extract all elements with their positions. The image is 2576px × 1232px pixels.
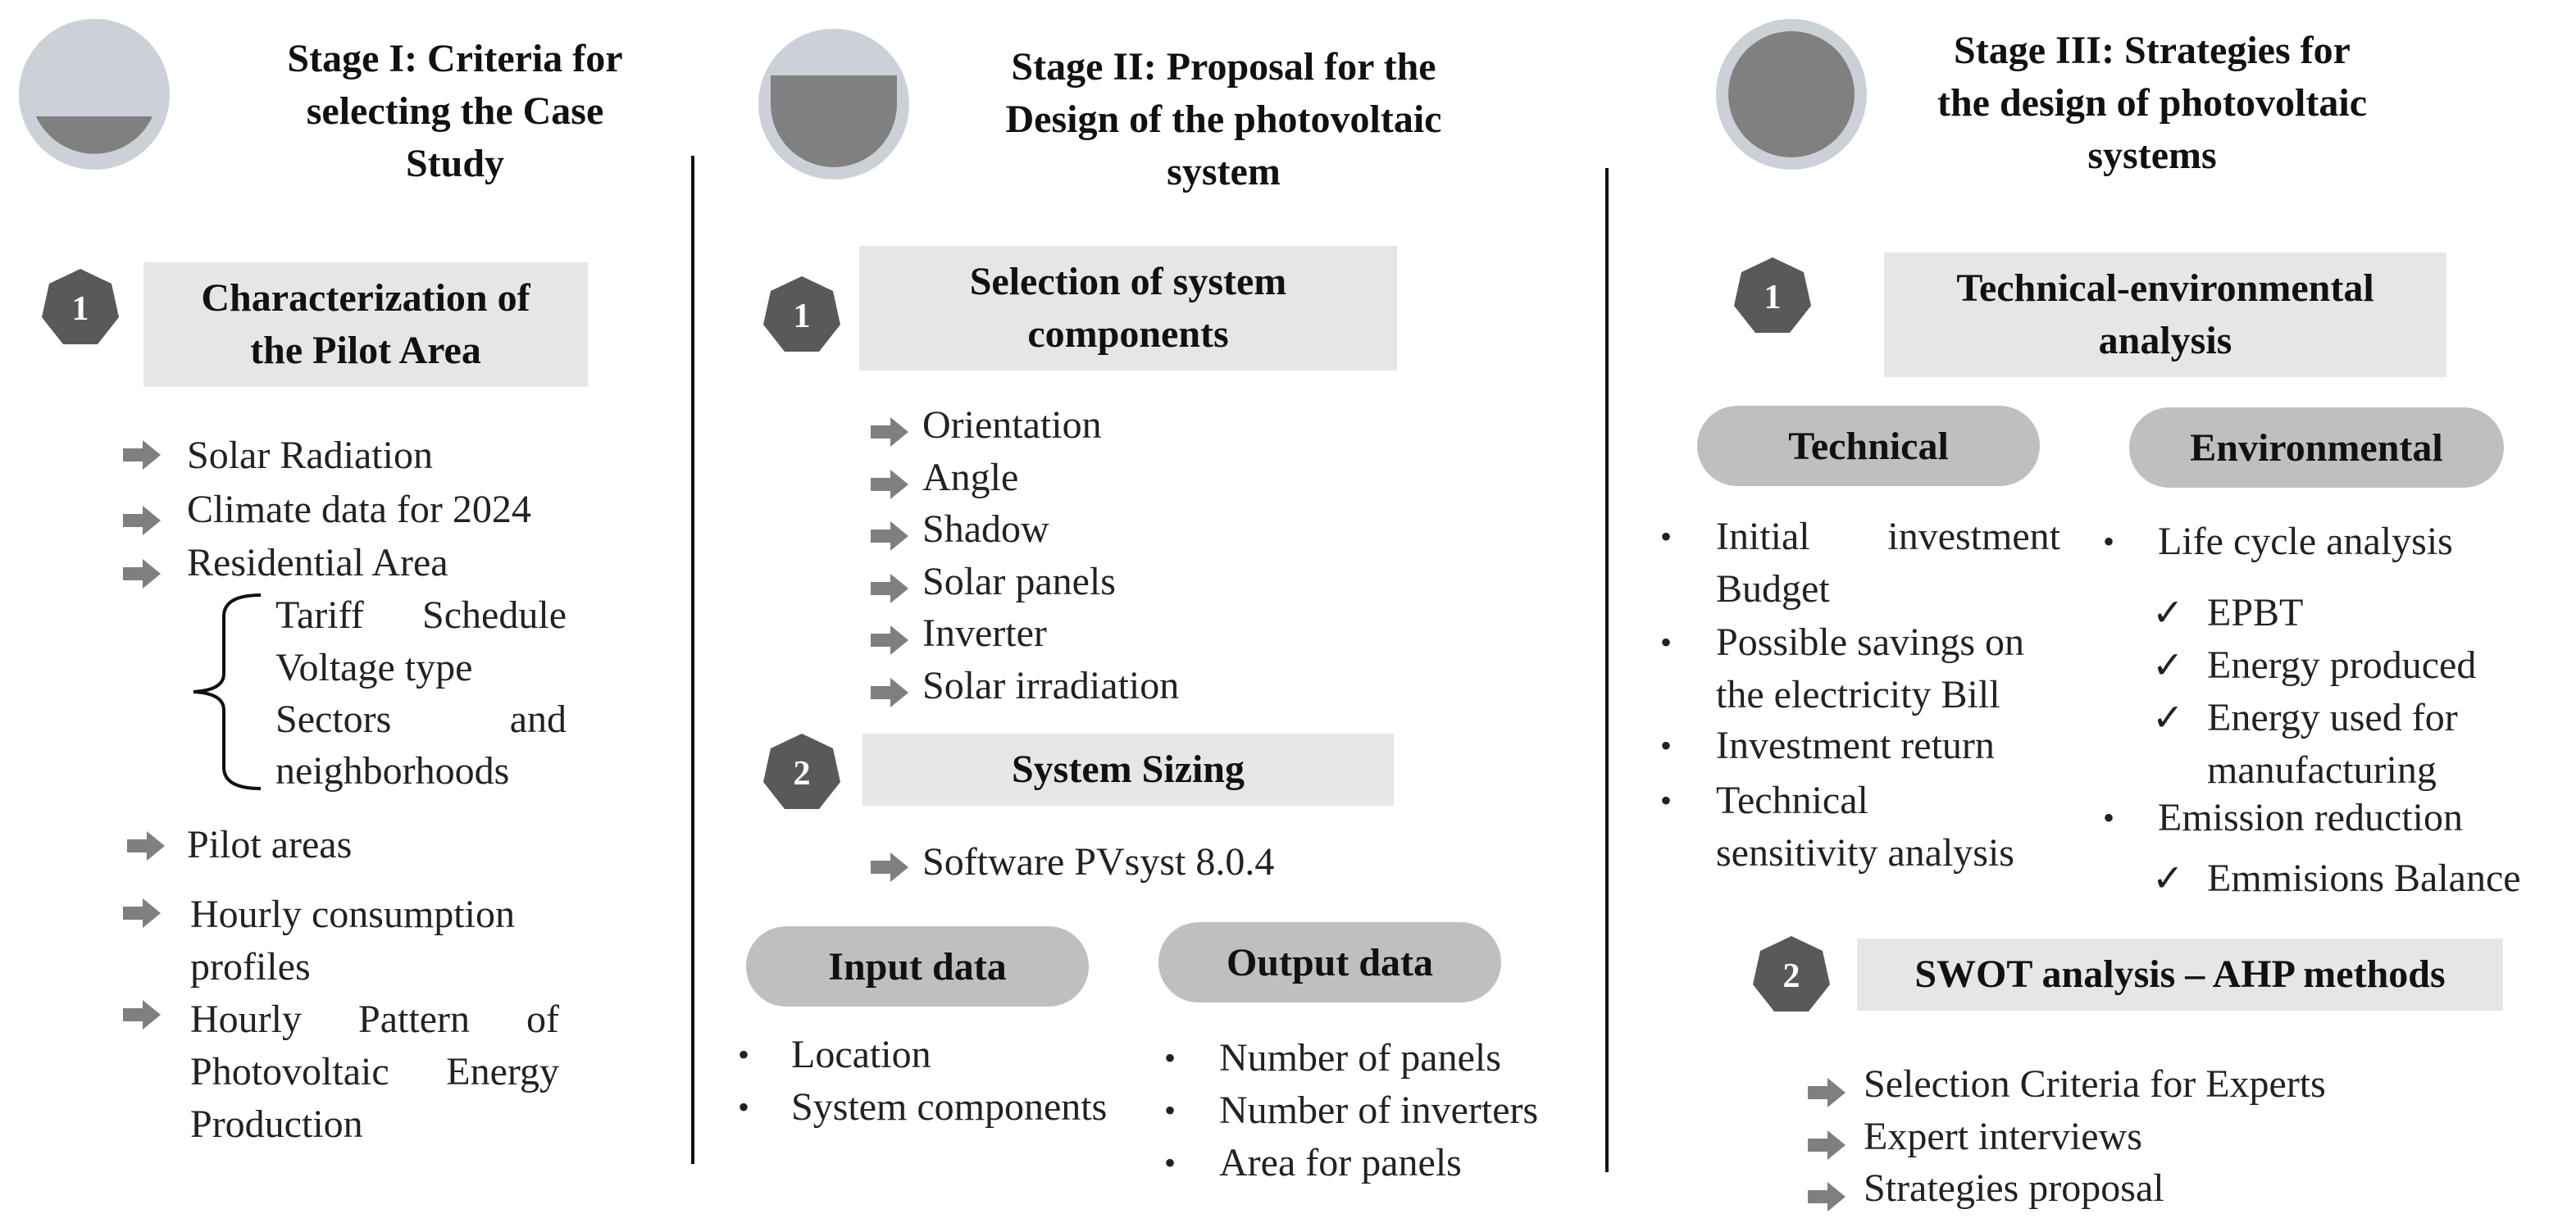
check-icon: ✓ xyxy=(2152,592,2184,634)
word: Photovoltaic xyxy=(190,1050,389,1093)
list-item: Emmisions Balance xyxy=(2207,857,2521,900)
list-item-continuation: the electricity Bill xyxy=(1716,673,2000,716)
stage1-progress-icon xyxy=(16,16,172,176)
arrow-icon xyxy=(127,830,165,862)
list-item: Climate data for 2024 xyxy=(187,488,531,531)
word: investment xyxy=(1887,515,2060,558)
heading-line: Selection of system xyxy=(969,260,1287,303)
arrow-icon xyxy=(123,439,161,471)
list-item: Number of inverters xyxy=(1219,1089,1539,1132)
list-item: Angle xyxy=(922,455,1019,499)
environmental-pill: Environmental xyxy=(2129,407,2504,488)
bullet: • xyxy=(1164,1039,1176,1076)
list-item: Technical xyxy=(1716,779,1868,822)
sub-item xyxy=(275,693,567,746)
arrow-icon xyxy=(123,557,161,590)
word: Sectors xyxy=(275,698,392,741)
stage3-title xyxy=(1877,25,2427,182)
title-line: Stage III: Strategies for xyxy=(1954,29,2351,72)
word: Schedule xyxy=(422,593,567,637)
list-item-continuation: profiles xyxy=(190,945,311,989)
list-item: Expert interviews xyxy=(1864,1114,2142,1158)
arrow-icon xyxy=(123,897,161,930)
list-item: Orientation xyxy=(922,403,1102,447)
list-item-continuation xyxy=(190,1046,559,1098)
list-item-continuation: sensitivity analysis xyxy=(1716,831,2014,875)
bullet: • xyxy=(1660,782,1673,819)
heading-line: components xyxy=(1027,312,1229,356)
technical-pill: Technical xyxy=(1697,406,2040,486)
list-item: Solar Radiation xyxy=(187,434,433,477)
title-line: systems xyxy=(2087,134,2217,177)
list-item: Investment return xyxy=(1716,724,1995,767)
title-line: Study xyxy=(405,142,505,185)
output-data-pill: Output data xyxy=(1158,922,1501,1002)
stage2-step1-heading xyxy=(859,246,1397,371)
list-item: Shadow xyxy=(922,507,1049,551)
title-line: Design of the photovoltaic xyxy=(1005,98,1442,141)
arrow-icon xyxy=(871,520,908,552)
word: Tariff xyxy=(275,593,364,637)
bullet: • xyxy=(2103,799,2115,836)
brace-icon xyxy=(187,592,265,797)
heading-line: the Pilot Area xyxy=(250,329,481,372)
column-divider xyxy=(1605,168,1609,1172)
bullet: • xyxy=(738,1036,750,1073)
bullet: • xyxy=(1660,624,1673,661)
bullet: • xyxy=(2103,523,2115,560)
list-item: Solar irradiation xyxy=(922,663,1180,707)
list-item-continuation: Budget xyxy=(1716,567,1830,611)
title-line: system xyxy=(1167,150,1281,193)
sub-item: Voltage type xyxy=(275,646,473,689)
bullet: • xyxy=(1660,518,1673,555)
word: Energy xyxy=(446,1050,559,1093)
check-icon: ✓ xyxy=(2152,697,2184,739)
sub-item xyxy=(275,589,567,642)
stage1-title xyxy=(209,33,701,190)
arrow-icon xyxy=(123,504,161,537)
list-item: EPBT xyxy=(2207,591,2304,634)
heading-line: Characterization of xyxy=(201,276,530,320)
list-item: Software PVsyst 8.0.4 xyxy=(922,840,1275,884)
arrow-icon xyxy=(1808,1180,1846,1213)
step-number-badge xyxy=(761,275,843,357)
list-item: Energy used for xyxy=(2207,696,2458,739)
word: and xyxy=(509,698,567,741)
badge-number: 2 xyxy=(793,755,811,793)
list-item: Possible savings on xyxy=(1716,621,2025,664)
badge-number: 2 xyxy=(1782,957,1800,995)
title-line: the design of photovoltaic xyxy=(1937,81,2367,125)
arrow-icon xyxy=(1808,1129,1846,1162)
arrow-icon xyxy=(871,468,908,501)
badge-number: 1 xyxy=(71,290,89,328)
list-item: Area for panels xyxy=(1219,1141,1462,1184)
bullet: • xyxy=(1660,727,1673,764)
arrow-icon xyxy=(123,998,161,1031)
arrow-icon xyxy=(871,676,908,709)
step-number-badge xyxy=(761,732,843,814)
word: Initial xyxy=(1716,515,1810,558)
title-line: Stage II: Proposal for the xyxy=(1011,45,1436,89)
arrow-icon xyxy=(1808,1076,1846,1109)
list-item: Solar panels xyxy=(922,559,1116,603)
column-divider xyxy=(691,156,694,1164)
stage1-step1-heading xyxy=(143,262,588,387)
list-item xyxy=(190,993,559,1046)
bullet: • xyxy=(1164,1144,1176,1181)
list-item: Hourly consumption xyxy=(190,893,515,936)
arrow-icon xyxy=(871,416,908,448)
badge-number: 1 xyxy=(1764,279,1782,316)
title-line: selecting the Case xyxy=(306,89,604,133)
stage2-step2-heading xyxy=(862,734,1394,806)
bullet: • xyxy=(1164,1092,1176,1129)
list-item xyxy=(1716,511,2060,563)
arrow-icon xyxy=(871,851,908,884)
heading-line: Technical-environmental xyxy=(1956,266,2374,310)
stage3-progress-icon xyxy=(1714,16,1869,176)
bullet: • xyxy=(738,1089,750,1125)
list-item: Number of panels xyxy=(1219,1036,1501,1080)
stage3-step1-heading xyxy=(1884,252,2446,377)
list-item-continuation: Production xyxy=(190,1102,363,1146)
arrow-icon xyxy=(871,624,908,657)
step-number-badge xyxy=(1750,934,1832,1016)
list-item: Strategies proposal xyxy=(1864,1166,2164,1210)
list-item: Pilot areas xyxy=(187,823,353,866)
list-item: System components xyxy=(791,1085,1108,1129)
heading-line: analysis xyxy=(2098,319,2232,362)
arrow-icon xyxy=(871,572,908,605)
input-data-pill: Input data xyxy=(746,926,1089,1007)
badge-number: 1 xyxy=(793,298,811,335)
list-item: Residential Area xyxy=(187,541,448,584)
list-item: Inverter xyxy=(922,611,1047,655)
heading-line: SWOT analysis – AHP methods xyxy=(1914,952,2446,996)
list-item: Emission reduction xyxy=(2158,796,2463,839)
list-item: Energy produced xyxy=(2207,643,2477,687)
stage2-title xyxy=(943,41,1504,198)
title-line: Stage I: Criteria for xyxy=(287,37,623,80)
check-icon: ✓ xyxy=(2152,857,2184,899)
list-item: Location xyxy=(791,1033,931,1076)
word: of xyxy=(526,998,559,1041)
sub-item: neighborhoods xyxy=(275,749,510,793)
list-item-continuation: manufacturing xyxy=(2207,748,2437,792)
list-item: Selection Criteria for Experts xyxy=(1864,1062,2326,1106)
heading-line: System Sizing xyxy=(1011,748,1245,791)
stage2-progress-icon xyxy=(756,26,912,186)
step-number-badge xyxy=(1732,256,1814,338)
word: Pattern xyxy=(358,998,470,1041)
word: Hourly xyxy=(190,998,302,1041)
list-item: Life cycle analysis xyxy=(2158,520,2453,563)
step-number-badge xyxy=(39,267,121,349)
check-icon: ✓ xyxy=(2152,644,2184,686)
stage3-step2-heading xyxy=(1857,939,2503,1011)
